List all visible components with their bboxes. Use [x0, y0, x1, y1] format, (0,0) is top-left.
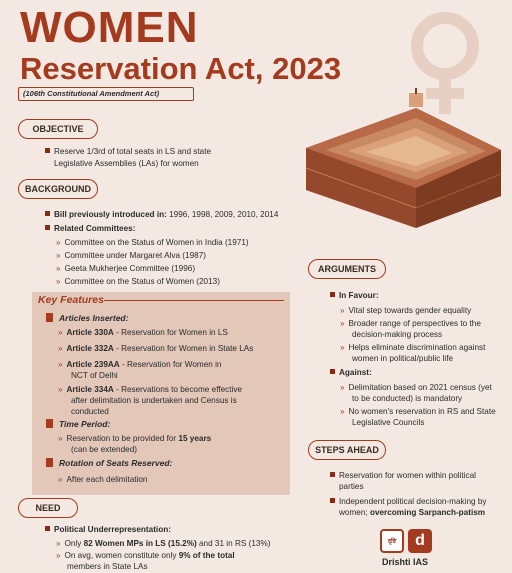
- key-features-divider: [104, 300, 284, 301]
- bullet-icon: [45, 211, 50, 216]
- steps-item: Independent political decision-making by: [330, 496, 486, 507]
- title-line2: Reservation Act, 2023: [20, 51, 342, 86]
- chevron-right-icon: »: [340, 383, 345, 392]
- steps-item-cont: parties: [339, 482, 364, 491]
- favour-item-cont: decision-making process: [352, 330, 443, 339]
- time-period-heading: Time Period:: [46, 419, 110, 429]
- key-features-title: Key Features: [38, 294, 104, 306]
- bullet-icon: [330, 498, 335, 503]
- rotation-heading: Rotation of Seats Reserved:: [46, 458, 172, 468]
- square-bullet-icon: [46, 313, 53, 322]
- objective-item-cont: Legislative Assemblies (LAs) for women: [54, 159, 199, 168]
- need-item: » Only 82 Women MPs in LS (15.2%) and 31 in RS (13%): [56, 539, 271, 548]
- against-item: » No women's reservation in RS and State: [340, 407, 496, 416]
- background-tag: BACKGROUND: [18, 179, 98, 199]
- article-item-cont: conducted: [71, 407, 109, 416]
- article-item: » Article 239AA - Reservation for Women in: [58, 360, 222, 369]
- chevron-right-icon: »: [56, 238, 61, 247]
- article-item-cont: NCT of Delhi: [71, 371, 118, 380]
- arguments-tag: ARGUMENTS: [308, 259, 386, 279]
- chevron-right-icon: »: [58, 385, 63, 394]
- chevron-right-icon: »: [58, 328, 63, 337]
- brand-name: Drishti IAS: [382, 557, 429, 567]
- objective-item: Reserve 1/3rd of total seats in LS and state: [45, 146, 211, 157]
- committee-item: » Committee on the Status of Women (2013): [56, 277, 220, 286]
- favour-item: » Broader range of perspectives to the: [340, 319, 481, 328]
- against-heading: Against:: [330, 367, 372, 378]
- chevron-right-icon: »: [58, 344, 63, 353]
- chevron-right-icon: »: [58, 434, 63, 443]
- chevron-right-icon: »: [56, 539, 61, 548]
- square-bullet-icon: [46, 419, 53, 428]
- time-period-item-cont: (can be extended): [71, 445, 137, 454]
- against-item: » Delimitation based on 2021 census (yet: [340, 383, 492, 392]
- chevron-right-icon: »: [56, 251, 61, 260]
- chevron-right-icon: »: [56, 277, 61, 286]
- chevron-right-icon: »: [340, 343, 345, 352]
- against-item-cont: Legislative Councils: [352, 418, 425, 427]
- favour-item: » Vital step towards gender equality: [340, 306, 472, 315]
- need-item-cont: members in State LAs: [67, 562, 148, 571]
- square-bullet-icon: [46, 458, 53, 467]
- chevron-right-icon: »: [340, 319, 345, 328]
- steps-item: Reservation for women within political: [330, 470, 476, 481]
- background-bill-item: Bill previously introduced in: 1996, 1998, 2009, 2010, 2014: [45, 209, 278, 220]
- bullet-icon: [330, 369, 335, 374]
- article-item: » Article 334A - Reservations to become effective: [58, 385, 242, 394]
- chevron-right-icon: »: [58, 360, 63, 369]
- time-period-item: » Reservation to be provided for 15 years: [58, 434, 212, 443]
- title-line1: WOMEN: [20, 3, 199, 52]
- favour-item-cont: women in political/public life: [352, 354, 454, 363]
- need-tag: NEED: [18, 498, 78, 518]
- need-heading: Political Underrepresentation:: [45, 524, 171, 535]
- article-item: » Article 332A - Reservation for Women in State LAs: [58, 344, 254, 353]
- drishti-logo-icon: दृष्टि: [380, 529, 404, 553]
- chevron-right-icon: »: [58, 475, 63, 484]
- bullet-icon: [330, 292, 335, 297]
- favour-item: » Helps eliminate discrimination against: [340, 343, 486, 352]
- article-item-cont: after delimitation is undertaken and Census is: [71, 396, 237, 405]
- bullet-icon: [45, 225, 50, 230]
- committee-item: » Geeta Mukherjee Committee (1996): [56, 264, 196, 273]
- background-committees-item: Related Committees:: [45, 223, 135, 234]
- chevron-right-icon: »: [340, 407, 345, 416]
- committee-item: » Committee on the Status of Women in India (1971): [56, 238, 249, 247]
- article-item: » Article 330A - Reservation for Women in LS: [58, 328, 228, 337]
- chevron-right-icon: »: [56, 551, 61, 560]
- chevron-right-icon: »: [340, 306, 345, 315]
- bullet-icon: [45, 526, 50, 531]
- bullet-icon: [330, 472, 335, 477]
- drishti-d-logo-icon: d: [408, 529, 432, 553]
- steps-ahead-tag: STEPS AHEAD: [308, 440, 386, 460]
- parliament-building-illustration: [296, 88, 508, 228]
- steps-item-cont: women; overcoming Sarpanch-patism: [339, 508, 486, 517]
- in-favour-heading: In Favour:: [330, 290, 379, 301]
- articles-heading: Articles Inserted:: [46, 313, 128, 323]
- rotation-item: » After each delimitation: [58, 475, 148, 484]
- need-item: » On avg, women constitute only 9% of the total: [56, 551, 235, 560]
- against-item-cont: to be conducted) is mandatory: [352, 394, 463, 403]
- bullet-icon: [45, 148, 50, 153]
- objective-tag: OBJECTIVE: [18, 119, 98, 139]
- chevron-right-icon: »: [56, 264, 61, 273]
- subtitle: (106th Constitutional Amendment Act): [18, 87, 194, 101]
- committee-item: » Committee under Margaret Alva (1987): [56, 251, 206, 260]
